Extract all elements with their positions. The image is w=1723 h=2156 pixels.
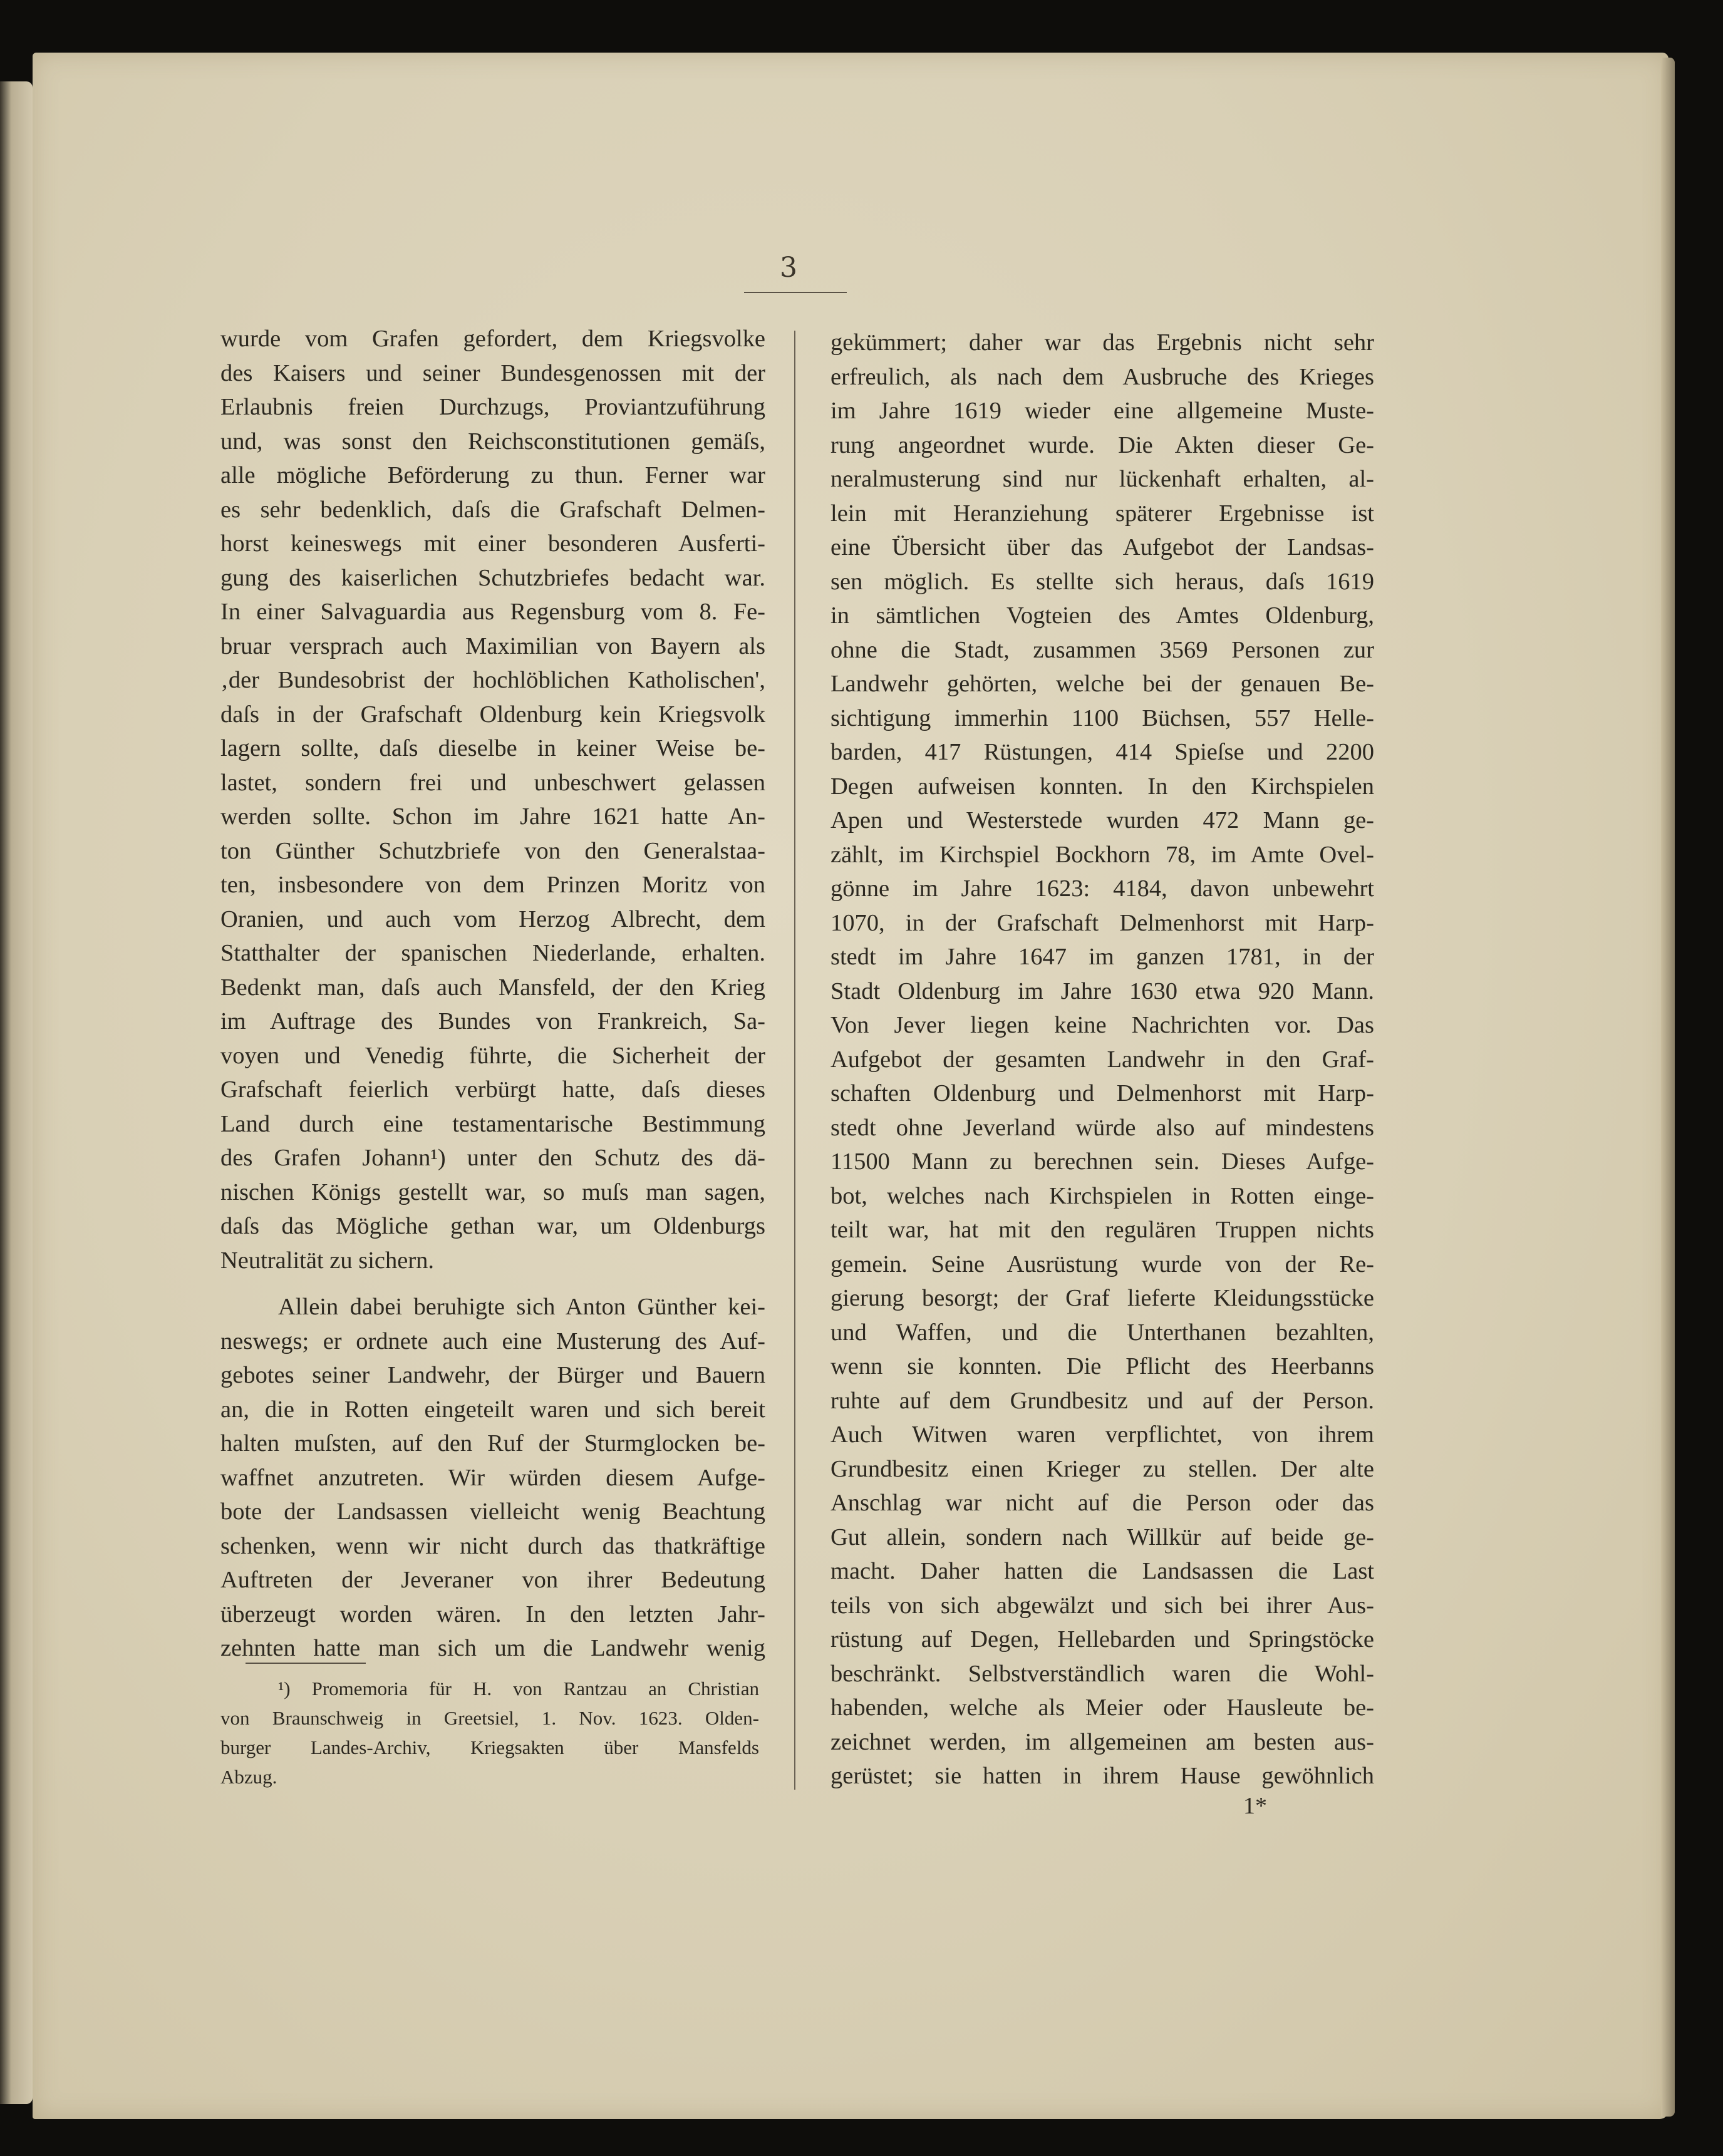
- text-line: sichtigung immerhin 1100 Büchsen, 557 Helle-: [830, 704, 1374, 731]
- text-line: ruhte auf dem Grundbesitz und auf der Person.: [830, 1387, 1374, 1414]
- text-line: bote der Landsassen vielleicht wenig Beachtung: [220, 1498, 765, 1525]
- text-line: beschränkt. Selbstverständlich waren die Wohl-: [830, 1660, 1374, 1687]
- text-line: schenken, wenn wir nicht durch das thatkräftige: [220, 1532, 765, 1559]
- text-line: gönne im Jahre 1623: 4184, davon unbewehrt: [830, 875, 1374, 902]
- text-line: gung des kaiserlichen Schutzbriefes bedacht war.: [220, 564, 765, 591]
- text-line: Gut allein, sondern nach Willkür auf beide ge-: [830, 1524, 1374, 1550]
- text-line: neswegs; er ordnete auch eine Musterung des Auf-: [220, 1328, 765, 1354]
- signature-mark: 1*: [1243, 1793, 1267, 1819]
- text-line: zehnten hatte man sich um die Landwehr wenig: [220, 1635, 765, 1661]
- text-line: horst keineswegs mit einer besonderen Ausferti-: [220, 530, 765, 557]
- paragraph-spacer: [220, 1277, 765, 1290]
- right-column: [830, 326, 1374, 1793]
- text-line: und Waffen, und die Unterthanen bezahlten,: [830, 1319, 1374, 1346]
- text-line: ¹) Promemoria für H. von Rantzau an Christian: [278, 1678, 759, 1700]
- text-line: daſs in der Grafschaft Oldenburg kein Kriegsvolk: [220, 701, 765, 728]
- text-line: ohne die Stadt, zusammen 3569 Personen zur: [830, 636, 1374, 663]
- text-line: zählt, im Kirchspiel Bockhorn 78, im Amte Ovel-: [830, 841, 1374, 868]
- text-line: Grafschaft feierlich verbürgt hatte, daſs dieses: [220, 1076, 765, 1103]
- text-line: halten muſsten, auf den Ruf der Sturmglocken be-: [220, 1430, 765, 1457]
- text-line: 11500 Mann zu berechnen sein. Dieses Aufge-: [830, 1148, 1374, 1175]
- text-line: Aufgebot der gesamten Landwehr in den Graf-: [830, 1046, 1374, 1073]
- text-line: im Jahre 1619 wieder eine allgemeine Muste-: [830, 398, 1374, 424]
- text-line: stedt im Jahre 1647 im ganzen 1781, in der: [830, 944, 1374, 970]
- text-line: Oranien, und auch vom Herzog Albrecht, dem: [220, 905, 765, 932]
- text-line: daſs das Mögliche gethan war, um Oldenburgs: [220, 1213, 765, 1239]
- text-line: Abzug.: [220, 1766, 277, 1788]
- text-line: In einer Salvaguardia aus Regensburg vom 8. Fe-: [220, 599, 765, 625]
- text-line: ton Günther Schutzbriefe von den Generalstaa-: [220, 837, 765, 864]
- text-line: werden sollte. Schon im Jahre 1621 hatte An-: [220, 803, 765, 830]
- text-line: alle mögliche Beförderung zu thun. Ferner war: [220, 462, 765, 488]
- text-line: gekümmert; daher war das Ergebnis nicht sehr: [830, 329, 1374, 356]
- text-line: Erlaubnis freien Durchzugs, Proviantzuführung: [220, 394, 765, 420]
- text-line: Von Jever liegen keine Nachrichten vor. Das: [830, 1012, 1374, 1038]
- text-line: sen möglich. Es stellte sich heraus, daſs 1619: [830, 568, 1374, 595]
- text-line: rüstung auf Degen, Hellebarden und Springstöcke: [830, 1626, 1374, 1653]
- text-line: wenn sie konnten. Die Pflicht des Heerbanns: [830, 1353, 1374, 1380]
- text-line: waffnet anzutreten. Wir würden diesem Aufge-: [220, 1464, 765, 1491]
- page-number: 3: [780, 252, 797, 284]
- text-line: lastet, sondern frei und unbeschwert gelassen: [220, 769, 765, 796]
- text-line: teils von sich abgewälzt und sich bei ihrer Aus-: [830, 1592, 1374, 1619]
- text-line: gerüstet; sie hatten in ihrem Hause gewöhnlich: [830, 1763, 1374, 1789]
- text-line: lagern sollte, daſs dieselbe in keiner Weise be-: [220, 735, 765, 761]
- text-line: macht. Daher hatten die Landsassen die Last: [830, 1558, 1374, 1584]
- text-line: Bedenkt man, daſs auch Mansfeld, der den Krieg: [220, 974, 765, 1001]
- text-line: Land durch eine testamentarische Bestimmung: [220, 1110, 765, 1137]
- text-line: schaften Oldenburg und Delmenhorst mit Harp-: [830, 1080, 1374, 1106]
- text-line: des Kaisers und seiner Bundesgenossen mit der: [220, 359, 765, 386]
- left-column: [220, 322, 765, 1666]
- text-line: ‚der Bundesobrist der hochlöblichen Katholischen',: [220, 667, 765, 693]
- text-line: an, die in Rotten eingeteilt waren und sich bereit: [220, 1396, 765, 1423]
- text-line: Statthalter der spanischen Niederlande, erhalten.: [220, 940, 765, 966]
- text-line: nischen Königs gestellt war, so muſs man sagen,: [220, 1179, 765, 1205]
- text-line: wurde vom Grafen gefordert, dem Kriegsvolke: [220, 326, 765, 352]
- text-line: Auch Witwen waren verpflichtet, von ihrem: [830, 1421, 1374, 1448]
- text-line: Anschlag war nicht auf die Person oder das: [830, 1490, 1374, 1516]
- text-line: Allein dabei beruhigte sich Anton Günther kei-: [278, 1294, 765, 1320]
- text-line: in sämtlichen Vogteien des Amtes Oldenburg,: [830, 602, 1374, 629]
- text-line: bruar versprach auch Maximilian von Bayern als: [220, 632, 765, 659]
- text-line: des Grafen Johann¹) unter den Schutz des dä-: [220, 1145, 765, 1171]
- text-line: gemein. Seine Ausrüstung wurde von der Re-: [830, 1251, 1374, 1277]
- text-line: von Braunschweig in Greetsiel, 1. Nov. 1623. Olden-: [220, 1707, 759, 1729]
- footnote-rule: [246, 1663, 366, 1664]
- text-line: 1070, in der Grafschaft Delmenhorst mit Harp-: [830, 909, 1374, 936]
- text-line: Auftreten der Jeveraner von ihrer Bedeutung: [220, 1567, 765, 1593]
- text-line: ten, insbesondere von dem Prinzen Moritz von: [220, 872, 765, 898]
- text-line: Stadt Oldenburg im Jahre 1630 etwa 920 Mann.: [830, 977, 1374, 1004]
- text-line: zeichnet werden, im allgemeinen am besten aus-: [830, 1728, 1374, 1755]
- text-line: gierung besorgt; der Graf lieferte Kleidungsstücke: [830, 1285, 1374, 1311]
- text-line: und, was sonst den Reichsconstitutionen gemäſs,: [220, 428, 765, 455]
- text-line: Apen und Westerstede wurden 472 Mann ge-: [830, 807, 1374, 833]
- text-line: gebotes seiner Landwehr, der Bürger und Bauern: [220, 1362, 765, 1388]
- text-line: Landwehr gehörten, welche bei der genauen Be-: [830, 671, 1374, 697]
- text-line: bot, welches nach Kirchspielen in Rotten einge-: [830, 1182, 1374, 1209]
- header-rule: [744, 292, 847, 293]
- text-line: rung angeordnet wurde. Die Akten dieser Ge-: [830, 431, 1374, 458]
- text-line: überzeugt worden wären. In den letzten Jahr-: [220, 1601, 765, 1627]
- text-line: voyen und Venedig führte, die Sicherheit der: [220, 1042, 765, 1069]
- text-line: habenden, welche als Meier oder Hausleute be-: [830, 1694, 1374, 1721]
- page-edge: [1661, 58, 1675, 2117]
- text-line: erfreulich, als nach dem Ausbruche des Krieges: [830, 363, 1374, 390]
- text-line: burger Landes-Archiv, Kriegsakten über Mansfelds: [220, 1736, 759, 1758]
- text-line: stedt ohne Jeverland würde also auf mindestens: [830, 1114, 1374, 1141]
- text-line: Grundbesitz einen Krieger zu stellen. Der alte: [830, 1455, 1374, 1482]
- text-line: teilt war, hat mit den regulären Truppen nichts: [830, 1217, 1374, 1243]
- column-divider: [794, 331, 795, 1790]
- text-line: lein mit Heranziehung späterer Ergebnisse ist: [830, 500, 1374, 527]
- text-line: Degen aufweisen konnten. In den Kirchspielen: [830, 773, 1374, 800]
- previous-page-edge: [0, 81, 33, 2104]
- text-line: eine Übersicht über das Aufgebot der Landsas-: [830, 534, 1374, 560]
- text-line: barden, 417 Rüstungen, 414 Spieſse und 2200: [830, 739, 1374, 765]
- text-line: es sehr bedenklich, daſs die Grafschaft Delmen-: [220, 496, 765, 523]
- text-line: im Auftrage des Bundes von Frankreich, Sa-: [220, 1008, 765, 1034]
- footnote: [220, 1674, 759, 1792]
- text-line: neralmusterung sind nur lückenhaft erhalten, al-: [830, 466, 1374, 492]
- text-line: Neutralität zu sichern.: [220, 1247, 435, 1274]
